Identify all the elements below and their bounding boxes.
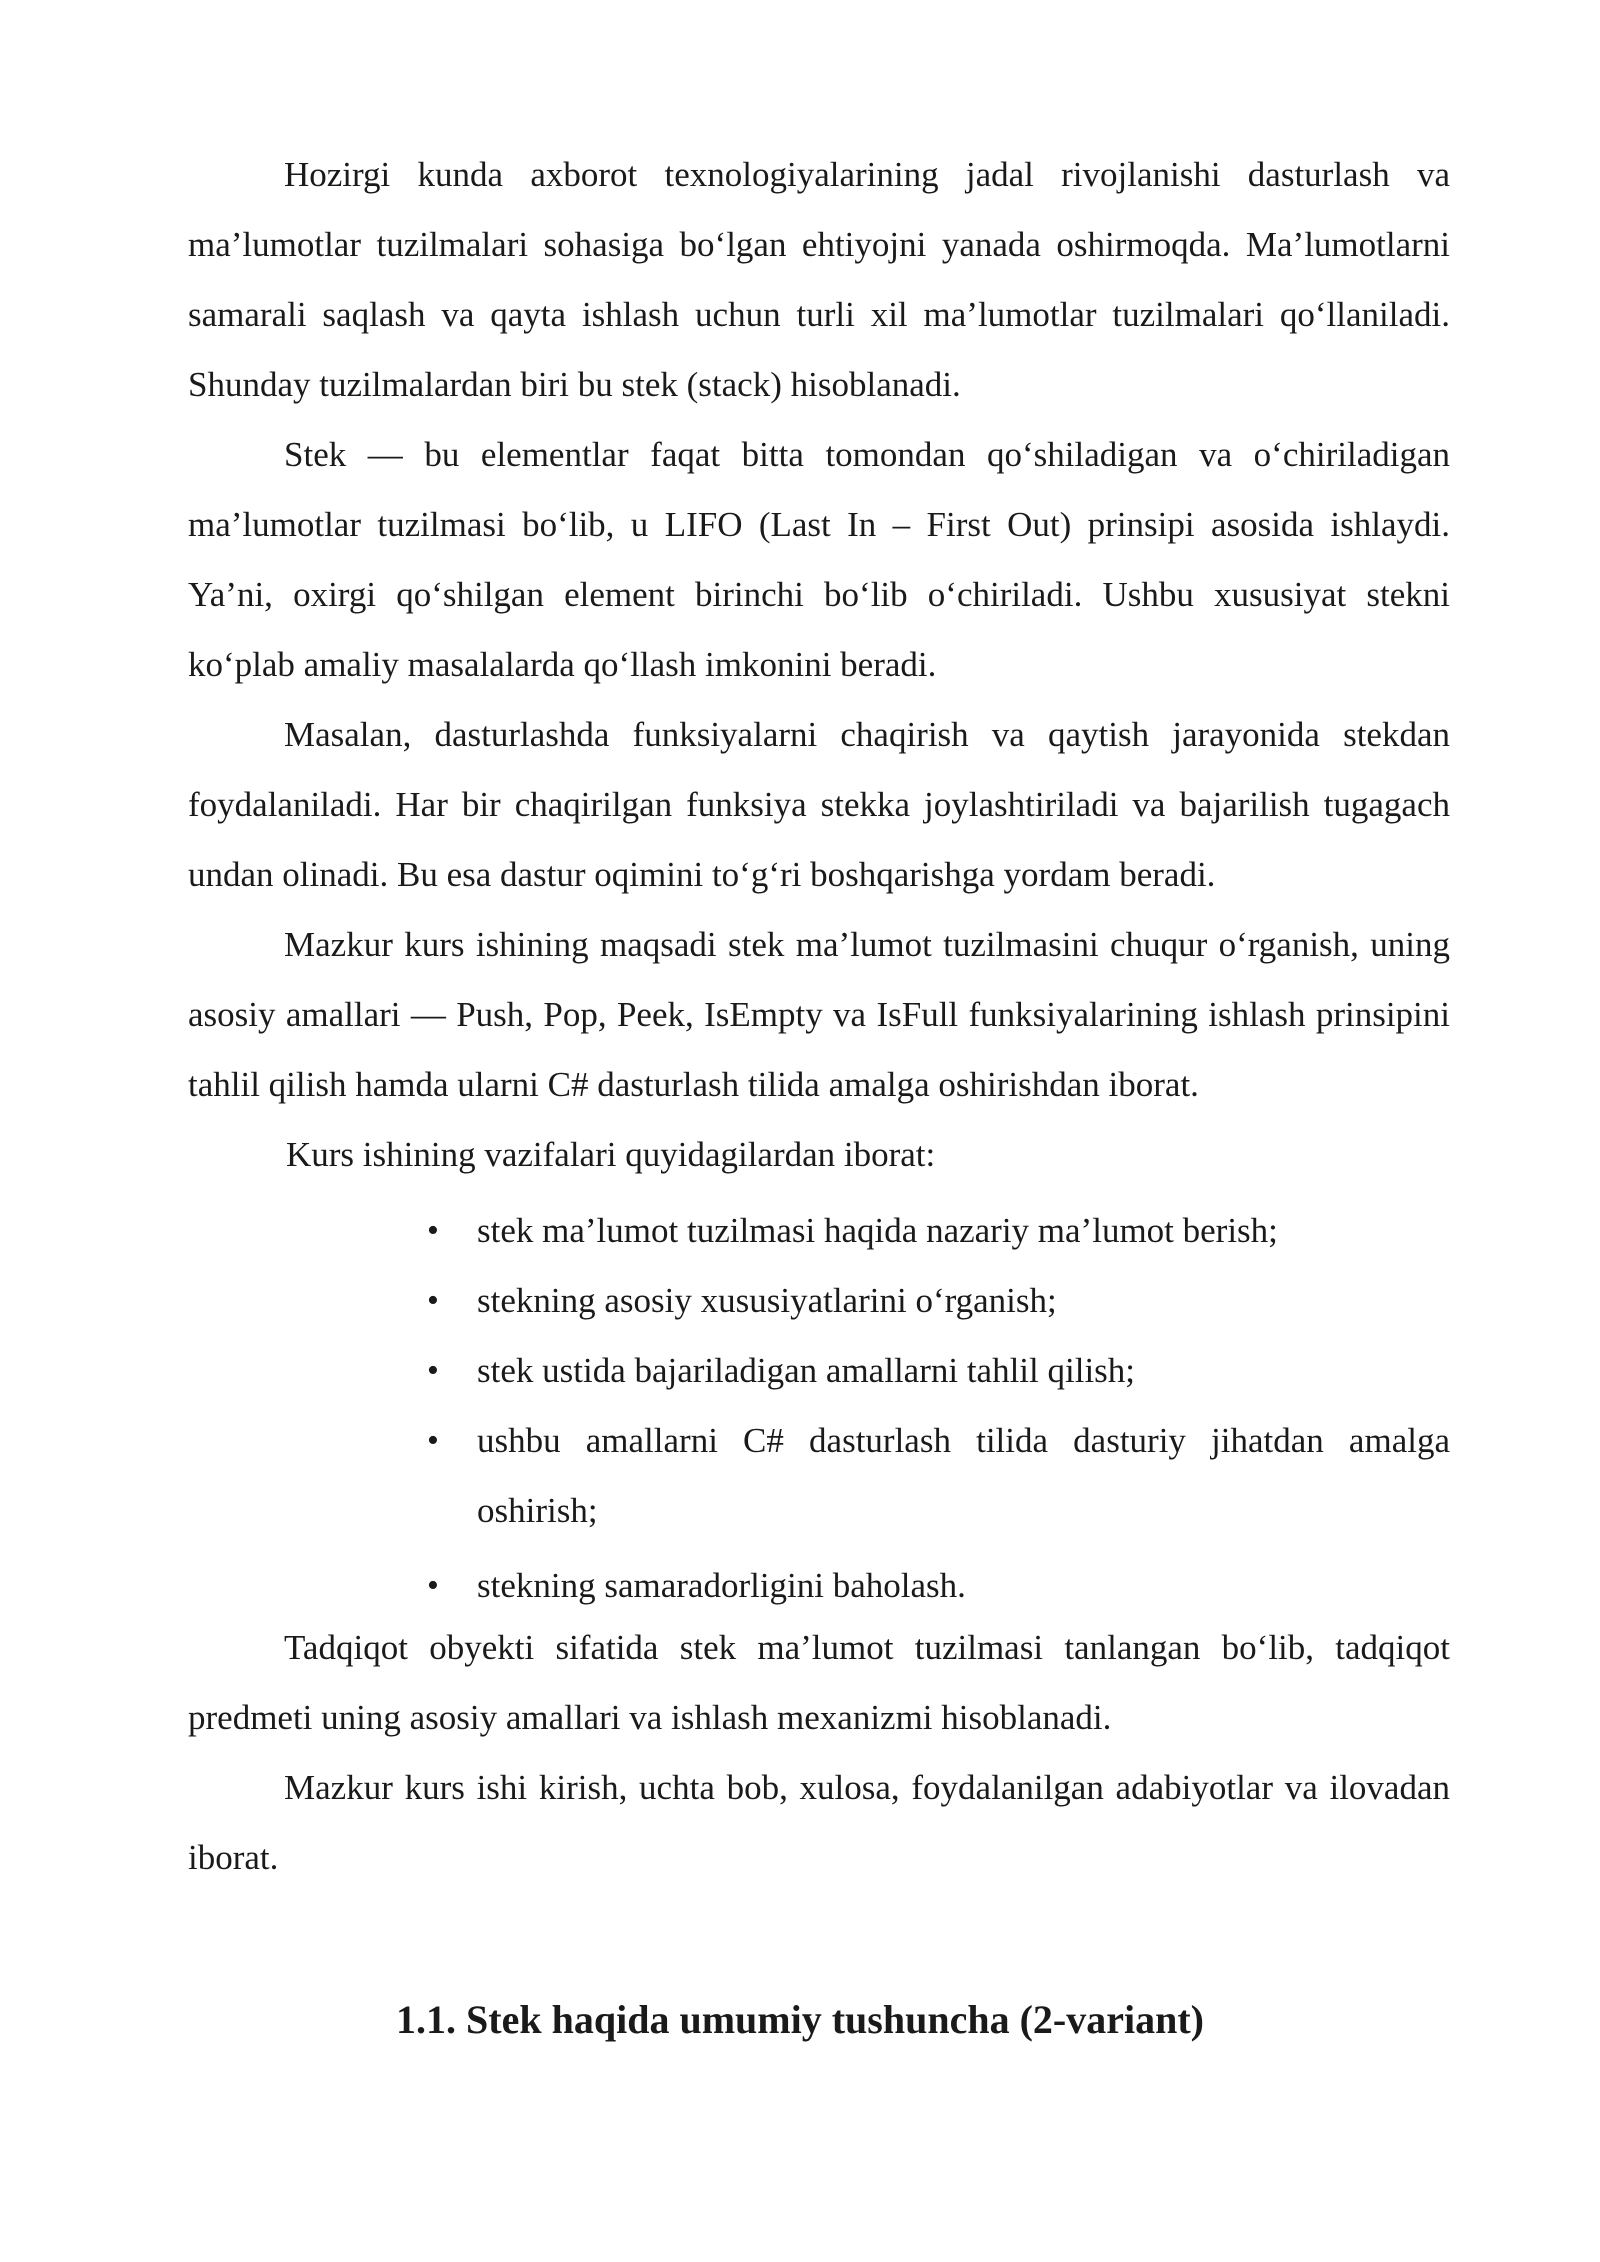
list-item-text: ushbu amallarni C# dasturlash tilida dasturiy jihatdan amalga oshirish; [477, 1421, 1450, 1530]
bullet-icon: • [427, 1282, 439, 1319]
document-body [188, 140, 1450, 1893]
paragraph-function-calls: Masalan, dasturlashda funksiyalarni chaqirish va qaytish jarayonida stekdan foydalaniladi. Har bir chaqirilgan funksiya stekka joylashtiriladi va bajarilish tugagach undan olinadi. Bu esa dastur oqimini to‘g‘ri boshqarishga yordam beradi. [188, 715, 1450, 894]
paragraph-stack-definition: Stek — bu elementlar faqat bitta tomondan qo‘shiladigan va o‘chiriladigan ma’lumotlar tuzilmasi bo‘lib, u LIFO (Last In – First Out) prinsipi asosida ishlaydi. Ya’ni, oxirgi qo‘shilgan element birinchi bo‘lib o‘chiriladi. Ushbu xususiyat stekni ko‘plab amaliy masalalarda qo‘llash imkonini beradi. [188, 435, 1450, 684]
paragraph-course-goal: Mazkur kurs ishining maqsadi stek ma’lumot tuzilmasini chuqur o‘rganish, uning asosiy amallari — Push, Pop, Peek, IsEmpty va IsFull funksiyalarining ishlash prinsipini tahlil qilish hamda ularni C# dasturlash tilida amalga oshirishdan iborat. [188, 925, 1450, 1104]
bullet-icon: • [427, 1212, 439, 1249]
list-item-text: stekning samaradorligini baholash. [477, 1566, 966, 1605]
paragraph-structure: Mazkur kurs ishi kirish, uchta bob, xulosa, foydalanilgan adabiyotlar va ilovadan iborat. [188, 1768, 1450, 1877]
list-item [427, 1266, 1450, 1336]
list-item-text: stekning asosiy xususiyatlarini o‘rganish; [477, 1281, 1057, 1320]
list-item [427, 1406, 1450, 1546]
list-item-text: stek ustida bajariladigan amallarni tahlil qilish; [477, 1351, 1136, 1390]
list-item [427, 1336, 1450, 1406]
list-item [427, 1196, 1450, 1266]
section-heading: 1.1. Stek haqida umumiy tushuncha (2-variant) [396, 1997, 1204, 2042]
list-item [427, 1551, 1450, 1621]
bullet-icon: • [427, 1422, 439, 1459]
bullet-icon: • [427, 1567, 439, 1604]
tasks-intro: Kurs ishining vazifalari quyidagilardan iborat: [286, 1135, 936, 1174]
paragraph-intro: Hozirgi kunda axborot texnologiyalarining jadal rivojlanishi dasturlash va ma’lumotlar tuzilmalari sohasiga bo‘lgan ehtiyojni yanada oshirmoqda. Ma’lumotlarni samarali saqlash va qayta ishlash uchun turli xil ma’lumotlar tuzilmalari qo‘llaniladi. Shunday tuzilmalardan biri bu stek (stack) hisoblanadi. [188, 155, 1450, 404]
list-item-text: stek ma’lumot tuzilmasi haqida nazariy ma’lumot berish; [477, 1211, 1278, 1250]
tasks-list [188, 1196, 1450, 1621]
bullet-icon: • [427, 1352, 439, 1389]
paragraph-research-object: Tadqiqot obyekti sifatida stek ma’lumot tuzilmasi tanlangan bo‘lib, tadqiqot predmeti uning asosiy amallari va ishlash mexanizmi hisoblanadi. [188, 1628, 1450, 1737]
